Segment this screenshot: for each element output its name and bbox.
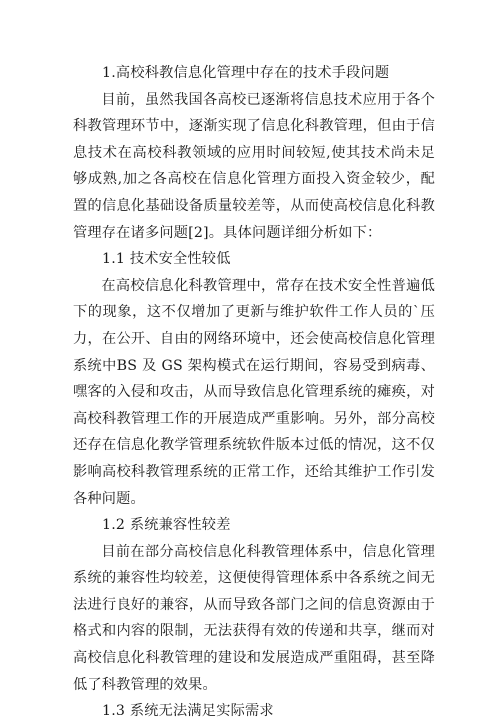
section-heading-1: 1.高校科教信息化管理中存在的技术手段问题: [102, 65, 390, 81]
document-page: [73, 60, 435, 725]
paragraph-1-2: 目前在部分高校信息化科教管理体系中，信息化管理系统的兼容性均较差，这便使得管理体系中各系统之间无法进行良好的兼容，从而导致各部门之间的信息资源由于格式和内容的限制，无法获得有效的传递和共享，继而对高校信息化科教管理的建设和发展造成严重阻碍，甚至降低了科教管理的效果。: [73, 543, 435, 693]
section-heading-1-1: 1.1 技术安全性较低: [102, 251, 231, 268]
intro-paragraph: 目前，虽然我国各高校已逐渐将信息技术应用于各个科教管理环节中，逐渐实现了信息化科教管理，但由于信息技术在高校科教领域的应用时间较短,使其技术尚未足够成熟,加之各高校在信息化管理方面投入资金较少，配置的信息化基础设备质量较差等，从而使高校信息化科教管理存在诸多问题[2]。具体问题详细分析如下：: [73, 91, 435, 241]
section-heading-1-3: 1.3 系统无法满足实际需求: [102, 703, 274, 720]
paragraph-1-1: 在高校信息化科教管理中，常存在技术安全性普遍低下的现象，这不仅增加了更新与维护软件工作人员的`压力，在公开、自由的网络环境中，还会使高校信息化管理系统中BS 及 GS 架构模式在运行期间，容易受到病毒、嘿客的入侵和攻击，从而导致信息化管理系统的瘫痪，对高校科教管理工作的开展造成严重影响。另外，部分高校还存在信息化教学管理系统软件版本过低的情况，这不仅影响高校科教管理系统的正常工作，还给其维护工作引发各种问题。: [73, 277, 435, 507]
section-heading-1-2: 1.2 系统兼容性较差: [102, 517, 231, 534]
